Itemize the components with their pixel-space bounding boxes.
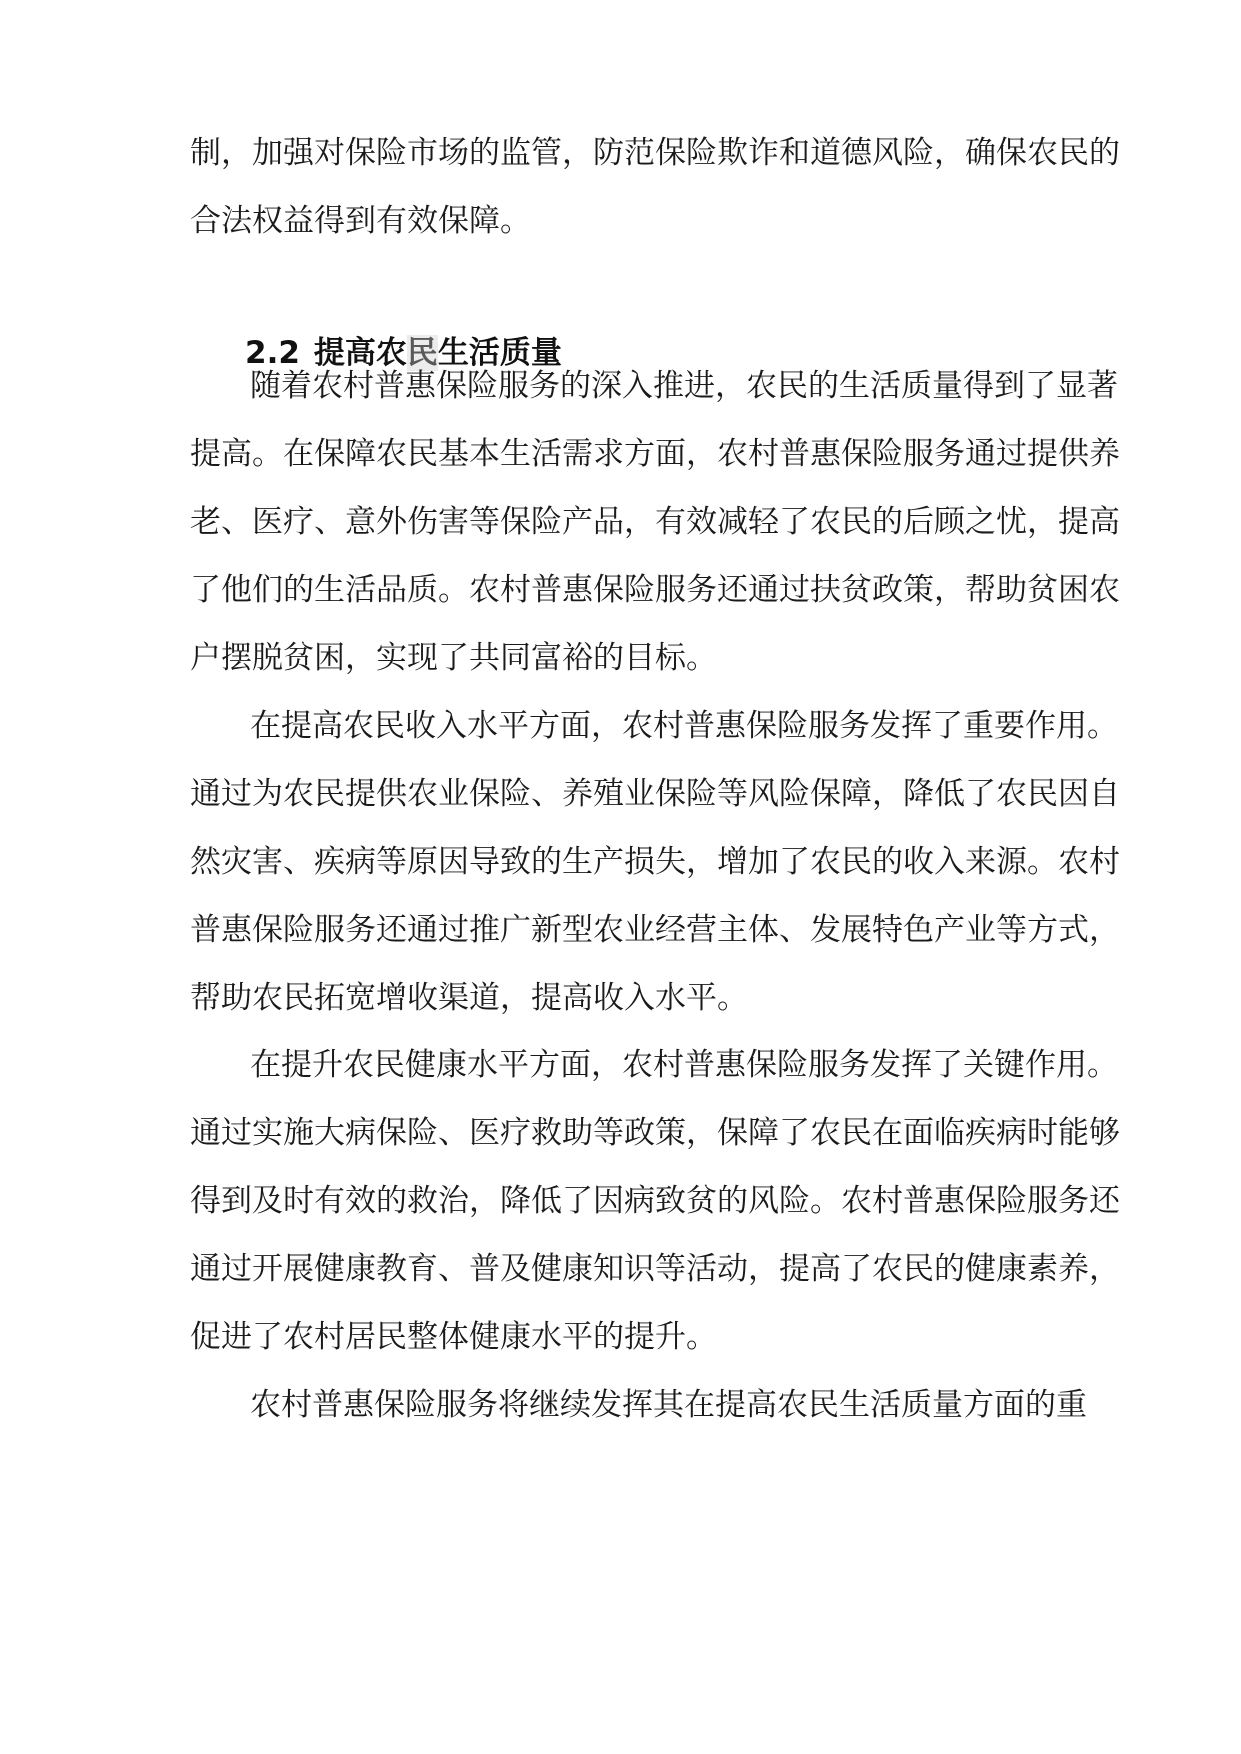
paragraph-line: 然灾害、疾病等原因导致的生产损失，增加了农民的收入来源。农村 — [190, 844, 1120, 880]
paragraph-line: 合法权益得到有效保障。 — [190, 203, 531, 239]
paragraph-line: 老、医疗、意外伤害等保险产品，有效减轻了农民的后顾之忧，提高 — [190, 504, 1120, 540]
paragraph-line: 了他们的生活品质。农村普惠保险服务还通过扶贫政策，帮助贫困农 — [190, 572, 1120, 608]
paragraph-line: 提高。在保障农民基本生活需求方面，农村普惠保险服务通过提供养 — [190, 436, 1120, 472]
paragraph-line: 通过实施大病保险、医疗救助等政策，保障了农民在面临疾病时能够 — [190, 1115, 1120, 1151]
paragraph-line: 促进了农村居民整体健康水平的提升。 — [190, 1319, 717, 1355]
section-number: 2.2 — [245, 335, 300, 371]
paragraph-line: 得到及时有效的救治，降低了因病致贫的风险。农村普惠保险服务还 — [190, 1183, 1120, 1219]
paragraph-line: 农村普惠保险服务将继续发挥其在提高农民生活质量方面的重 — [250, 1387, 1087, 1423]
paragraph-line: 普惠保险服务还通过推广新型农业经营主体、发展特色产业等方式， — [190, 912, 1120, 948]
paragraph-line: 帮助农民拓宽增收渠道，提高收入水平。 — [190, 980, 748, 1016]
paragraph-line: 通过开展健康教育、普及健康知识等活动，提高了农民的健康素养， — [190, 1251, 1120, 1287]
paragraph-line: 制，加强对保险市场的监管，防范保险欺诈和道德风险，确保农民的 — [190, 135, 1120, 171]
paragraph-line: 在提升农民健康水平方面，农村普惠保险服务发挥了关键作用。 — [250, 1047, 1118, 1083]
paragraph-line: 在提高农民收入水平方面，农村普惠保险服务发挥了重要作用。 — [250, 708, 1118, 744]
section-title-highlight: 民 — [406, 335, 438, 371]
section-title-part: 生活质量 — [437, 335, 562, 371]
paragraph-line: 随着农村普惠保险服务的深入推进，农民的生活质量得到了显著 — [250, 368, 1118, 404]
section-title-part: 提高农 — [313, 335, 407, 371]
paragraph-line: 通过为农民提供农业保险、养殖业保险等风险保障，降低了农民因自 — [190, 776, 1120, 812]
paragraph-line: 户摆脱贫困，实现了共同富裕的目标。 — [190, 640, 717, 676]
